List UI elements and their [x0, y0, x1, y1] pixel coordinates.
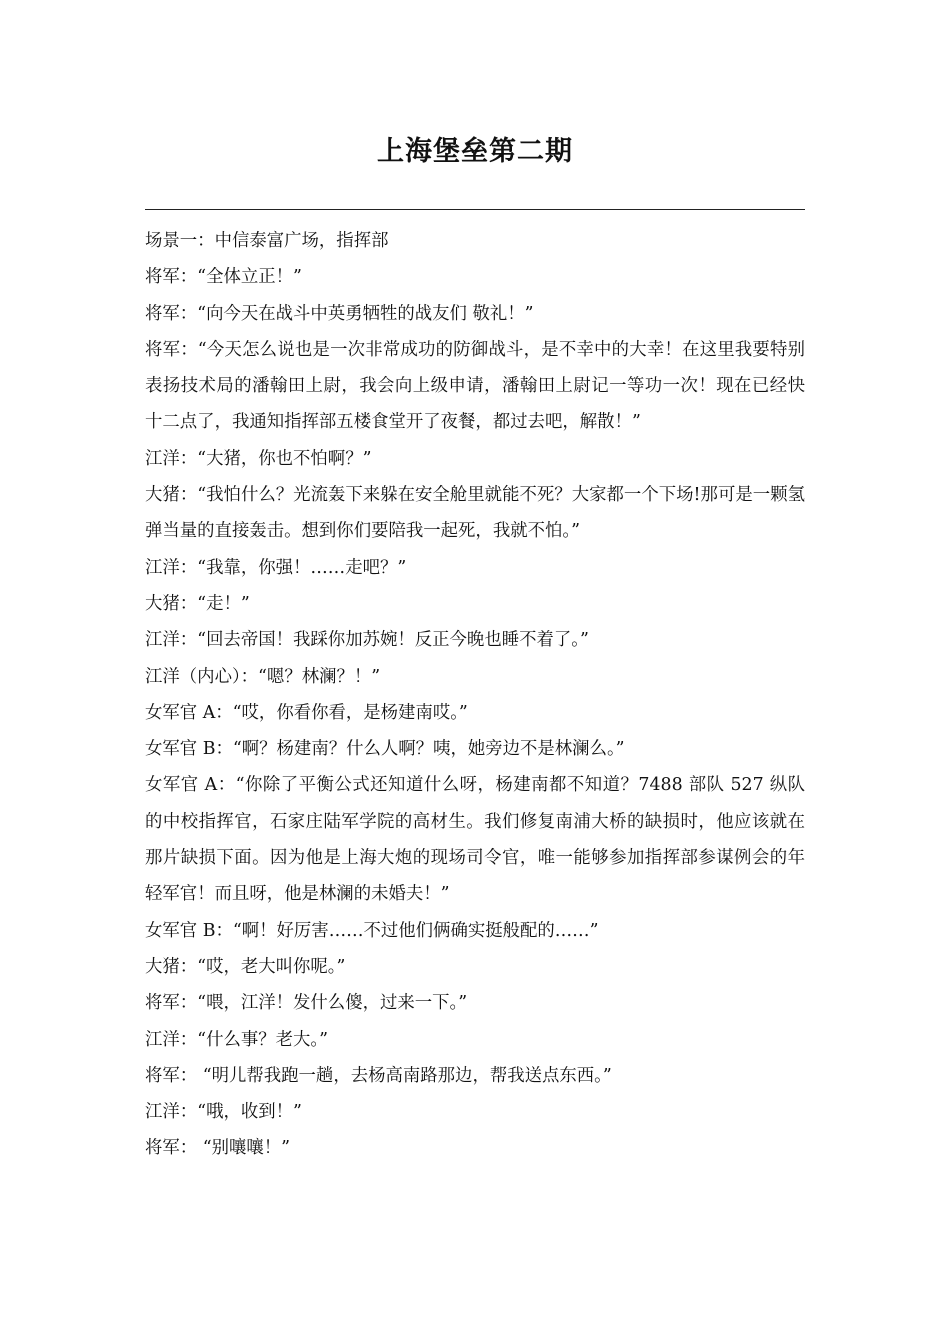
- paragraph: 江洋（内心）：“嗯？林澜？！”: [145, 666, 381, 687]
- paragraph: 场景一：中信泰富广场，指挥部: [145, 231, 389, 251]
- paragraph: 江洋：“回去帝国！我踩你加苏婉！反正今晚也睡不着了。”: [145, 630, 589, 651]
- paragraph: 女军官 B：“啊！好厉害……不过他们俩确实挺般配的……”: [145, 920, 599, 941]
- paragraph: 将军：“今天怎么说也是一次非常成功的防御战斗，是不幸中的大幸！在这里我要特别表扬技术局的潘翰田上尉，我会向上级申请，潘翰田上尉记一等功一次！现在已经快十二点了，我通知指挥部五楼食堂开了夜餐，都过去吧，解散！”: [145, 339, 805, 433]
- paragraph: 将军：“向今天在战斗中英勇牺牲的战友们 敬礼！”: [145, 303, 534, 324]
- paragraph: 江洋：“我靠，你强！……走吧？”: [145, 557, 407, 578]
- paragraph: 将军：“全体立正！”: [145, 267, 302, 288]
- paragraph: 将军：“喂，江洋！发什么傻，过来一下。”: [145, 993, 468, 1014]
- paragraph: 女军官 B：“啊？杨建南？什么人啊？咦，她旁边不是林澜么。”: [145, 739, 625, 760]
- paragraph: 江洋：“大猪，你也不怕啊？”: [145, 448, 372, 469]
- title-divider: [145, 209, 805, 210]
- paragraph: 将军： “明儿帮我跑一趟，去杨高南路那边，帮我送点东西。”: [145, 1065, 612, 1086]
- paragraph: 女军官 A：“你除了平衡公式还知道什么呀，杨建南都不知道？7488 部队 527 纵队的中校指挥官，石家庄陆军学院的高材生。我们修复南浦大桥的缺损时，他应该就在那片缺损下面。因为他是上海大炮的现场司令官，唯一能够参加指挥部参谋例会的年轻军官！而且呀，他是林澜的未婚夫！”: [145, 775, 805, 905]
- document-title: 上海堡垒第二期: [377, 136, 573, 167]
- paragraph: 大猪：“哎，老大叫你呢。”: [145, 956, 346, 977]
- paragraph: 大猪：“我怕什么？光流轰下来躲在安全舱里就能不死？大家都一个下场!那可是一颗氢弹当量的直接轰击。想到你们要陪我一起死，我就不怕。”: [145, 485, 805, 542]
- paragraph: 大猪：“走！”: [145, 593, 250, 614]
- paragraph: 将军： “别嚷嚷！”: [145, 1138, 291, 1159]
- paragraph: 女军官 A：“哎，你看你看，是杨建南哎。”: [145, 702, 468, 723]
- document-body: [145, 223, 805, 1167]
- paragraph: 江洋：“哦，收到！”: [145, 1102, 302, 1123]
- paragraph: 江洋：“什么事？老大。”: [145, 1029, 328, 1050]
